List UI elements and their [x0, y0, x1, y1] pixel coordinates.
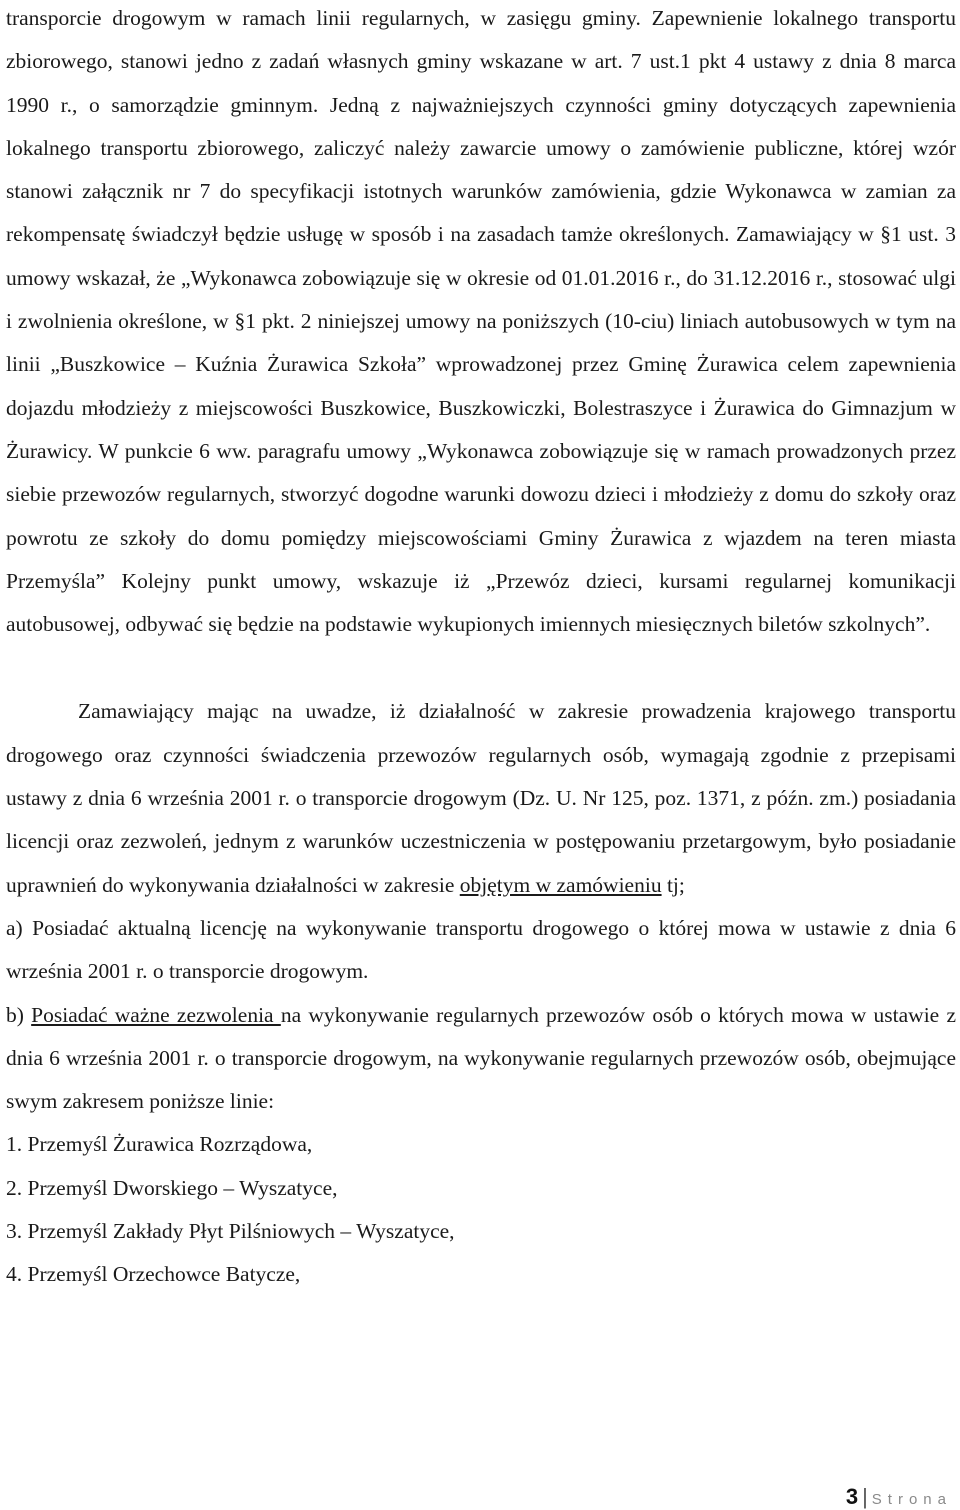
page-footer [846, 1484, 952, 1510]
document-page [6, 0, 956, 1297]
footer-separator: | [862, 1484, 868, 1509]
item-b-text: na wykonywanie regularnych przewozów osób o których mowa w ustawie z dnia 6 września 2001 r. o transporcie drogowym, na wykonywanie regularnych przewozów osób, obejmujące swym zakresem poniższe linie: [6, 1002, 956, 1114]
item-b-underlined: Posiadać ważne zezwolenia [31, 1002, 281, 1027]
item-b-permits [6, 994, 956, 1124]
item-a-license: a) Posiadać aktualną licencję na wykonywanie transportu drogowego o której mowa w ustawie z dnia 6 września 2001 r. o transporcie drogowym. [6, 915, 956, 984]
footer-label: Strona [871, 1491, 952, 1508]
list-item: 1. Przemyśl Żurawica Rozrządowa, [6, 1132, 313, 1157]
paragraph-transport-obligations: transporcie drogowym w ramach linii regularnych, w zasięgu gminy. Zapewnienie lokalnego transportu zbiorowego, stanowi jedno z zadań własnych gminy wskazane w art. 7 ust.1 pkt 4 ustawy z dnia 8 marca 1990 r., o samorządzie gminnym. Jedną z najważniejszych czynności gminy dotyczących zapewnienia lokalnego transportu zbiorowego, zaliczyć należy zawarcie umowy o zamówienie publiczne, której wzór stanowi załącznik nr 7 do specyfikacji istotnych warunków zamówienia, gdzie Wykonawca w zamian za rekompensatę świadczył będzie usługę w sposób i na zasadach tamże określonych. Zamawiający w §1 ust. 3 umowy wskazał, że „Wykonawca zobowiązuje się w okresie od 01.01.2016 r., do 31.12.2016 r., stosować ulgi i zwolnienia określone, w §1 pkt. 2 niniejszej umowy na poniższych (10-ciu) liniach autobusowych w tym na linii „Buszkowice – Kuźnia Żurawica Szkoła” wprowadzonej przez Gminę Żurawica celem zapewnienia dojazdu młodzieży z miejscowości Buszkowice, Buszkowiczki, Bolestraszyce i Żurawica do Gimnazjum w Żurawicy. W punkcie 6 ww. paragrafu umowy „Wykonawca zobowiązuje się w ramach prowadzonych przez siebie przewozów regularnych, stworzyć dogodne warunki dowozu dzieci i młodzieży z domu do szkoły oraz powrotu ze szkoły do domu pomiędzy miejscowościami Gminy Żurawica z wjazdem na teren miasta Przemyśla” Kolejny punkt umowy, wskazuje iż „Przewóz dzieci, kursami regularnej komunikacji autobusowej, odbywać się będzie na podstawie wykupionych imiennych miesięcznych biletów szkolnych”. [6, 6, 956, 637]
list-item: 4. Przemyśl Orzechowce Batycze, [6, 1262, 301, 1287]
underlined-phrase: objętym w zamówieniu [459, 872, 662, 897]
list-item: 3. Przemyśl Zakłady Płyt Pilśniowych – Wyszatyce, [6, 1219, 455, 1244]
paragraph-text: Zamawiający mając na uwadze, iż działalność w zakresie prowadzenia krajowego transportu drogowego oraz czynności świadczenia przewozów regularnych osób, wymagają zgodnie z przepisami ustawy z dnia 6 września 2001 r. o transporcie drogowym (Dz. U. Nr 125, poz. 1371, z późn. zm.) posiadania licencji oraz zezwoleń, jednym z warunków uczestniczenia w postępowaniu przetargowym, było posiadanie uprawnień do wykonywania działalności w zakresie [6, 699, 956, 897]
bus-lines-list [6, 1123, 956, 1296]
paragraph-licensing-requirements [6, 690, 956, 906]
list-item: 2. Przemyśl Dworskiego – Wyszatyce, [6, 1175, 338, 1200]
page-number: 3 [845, 1484, 859, 1509]
paragraph-text-end: tj; [661, 872, 685, 897]
item-b-prefix: b) [6, 1002, 32, 1027]
